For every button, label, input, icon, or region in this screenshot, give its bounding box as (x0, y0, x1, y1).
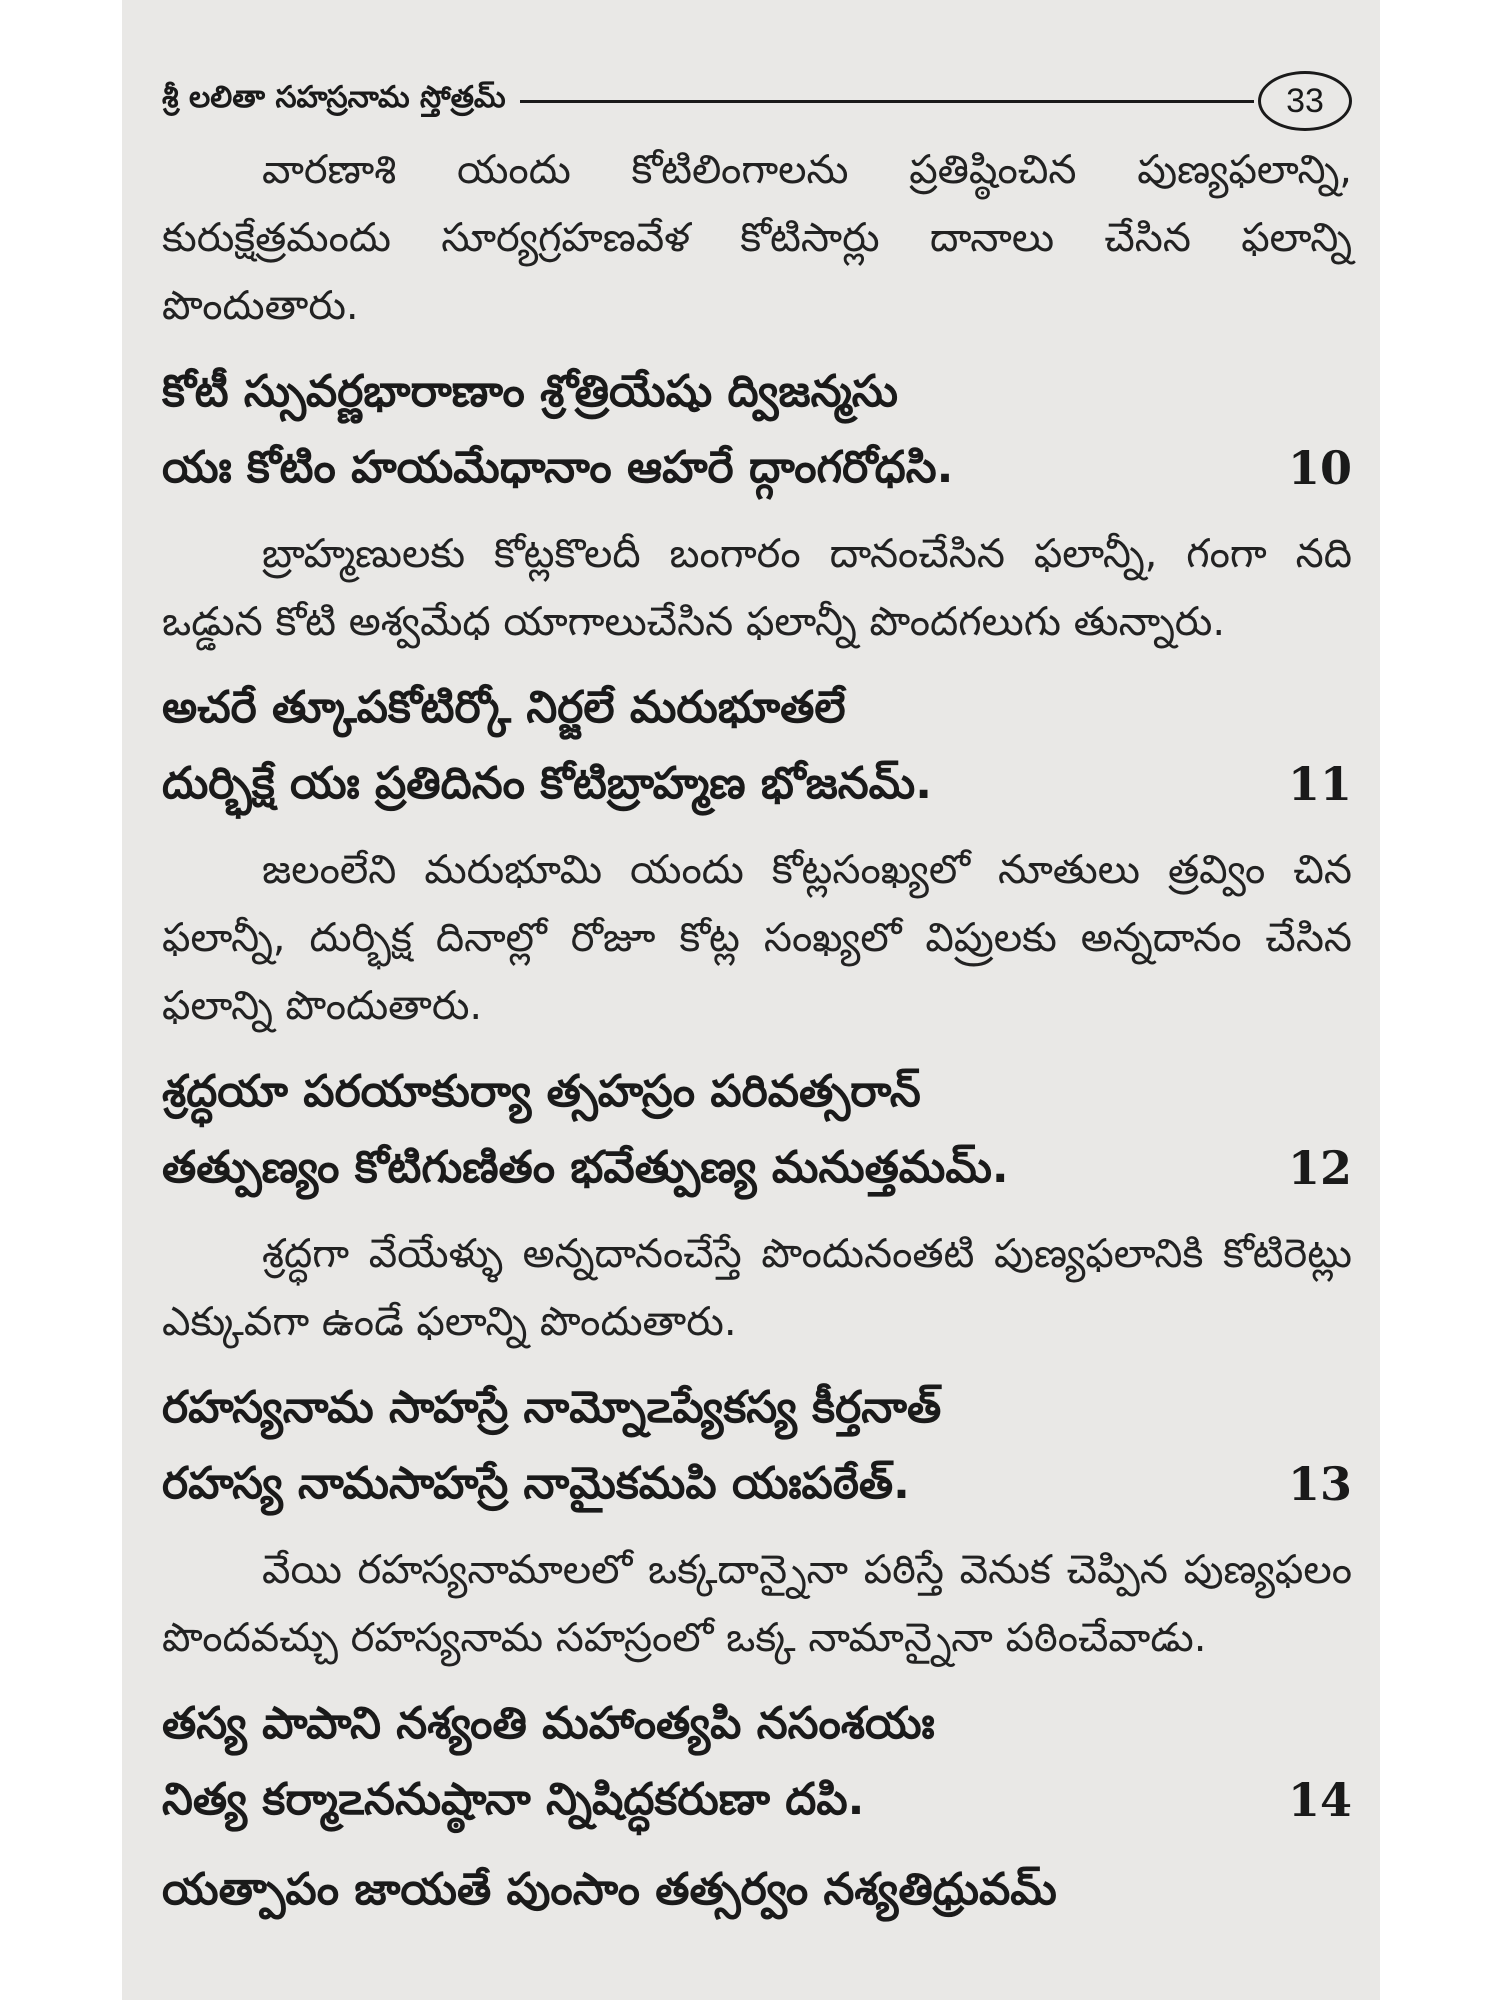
commentary-paragraph: వారణాశి యందు కోటిలింగాలను ప్రతిష్ఠించిన పుణ్యఫలాన్ని, కురుక్షేత్రమందు సూర్యగ్రహణవేళ కోటిసార్లు దానాలు చేసిన ఫలాన్ని పొందుతారు. (162, 147, 1352, 329)
verse-line (162, 1130, 1352, 1206)
verse-line (162, 354, 1352, 430)
commentary-paragraph: బ్రాహ్మణులకు కోట్లకొలదీ బంగారం దానంచేసిన ఫలాన్నీ, గంగా నది ఒడ్డున కోటి అశ్వమేధ యాగాలుచేసిన ఫలాన్నీ పొందగలుగు తున్నారు. (162, 531, 1352, 645)
sloka-verse (162, 1852, 1352, 1928)
page-number-badge: 33 (1258, 71, 1352, 131)
verse-number: 13 (1287, 1457, 1352, 1511)
verse-line (162, 746, 1352, 822)
commentary-paragraph: శ్రద్ధగా వేయేళ్ళు అన్నదానంచేస్తే పొందునంతటి పుణ్యఫలానికి కోటిరెట్లు ఎక్కువగా ఉండే ఫలాన్ని పొందుతారు. (162, 1231, 1352, 1345)
page-header (162, 72, 1352, 130)
verse-text: యత్పాపం జాయతే పుంసాం తత్సర్వం నశ్యతిధ్రువమ్ (162, 1864, 1057, 1915)
sloka-verse (162, 1686, 1352, 1838)
verse-text: కోటీ స్సువర్ణభారాణాం శ్రోత్రియేషు ద్విజన్మసు (162, 366, 898, 417)
running-title: శ్రీ లలితా సహస్రనామ స్తోత్రమ్ (162, 80, 506, 115)
verse-text: తస్య పాపాని నశ్యంతి మహాంత్యపి నసంశయః (162, 1698, 935, 1749)
verse-line (162, 1852, 1352, 1928)
verse-line (162, 1370, 1352, 1446)
header-rule (520, 100, 1254, 103)
commentary-paragraph: వేయి రహస్యనామాలలో ఒక్కదాన్నైనా పఠిస్తే వెనుక చెప్పిన పుణ్యఫలం పొందవచ్చు రహస్యనామ సహస్రంలో ఒక్క నామాన్నైనా పఠించేవాడు. (162, 1547, 1352, 1661)
verse-number: 12 (1287, 1141, 1352, 1195)
verse-line (162, 1446, 1352, 1522)
verse-text: యః కోటిం హయమేధానాం ఆహరే ద్గాంగరోధసి. (162, 442, 954, 493)
verse-number: 11 (1287, 757, 1352, 811)
book-page (122, 0, 1380, 2000)
verse-line (162, 430, 1352, 506)
verse-line (162, 1686, 1352, 1762)
verse-line (162, 670, 1352, 746)
verse-number: 10 (1287, 441, 1352, 495)
verse-text: రహస్య నామసాహస్రే నామైకమపి యఃపఠేత్. (162, 1458, 910, 1509)
verse-text: శ్రద్ధయా పరయాకుర్యా త్సహస్రం పరివత్సరాన్ (162, 1066, 921, 1117)
verse-number: 14 (1287, 1773, 1352, 1827)
page-content (162, 136, 1352, 1928)
sloka-verse (162, 1054, 1352, 1206)
sloka-verse (162, 1370, 1352, 1522)
verse-text: నిత్య కర్మా౽ననుష్ఠానా న్నిషిద్ధకరుణా దపి. (162, 1774, 865, 1825)
sloka-verse (162, 354, 1352, 506)
verse-text: దుర్భిక్షే యః ప్రతిదినం కోటిబ్రాహ్మణ భోజనమ్. (162, 758, 932, 809)
commentary-paragraph: జలంలేని మరుభూమి యందు కోట్లసంఖ్యలో నూతులు త్రవ్విం చిన ఫలాన్నీ, దుర్భిక్ష దినాల్లో రోజూ కోట్ల సంఖ్యలో విప్రులకు అన్నదానం చేసిన ఫలాన్ని పొందుతారు. (162, 847, 1352, 1029)
verse-text: తత్పుణ్యం కోటిగుణితం భవేత్పుణ్య మనుత్తమమ్. (162, 1142, 1009, 1193)
verse-line (162, 1762, 1352, 1838)
verse-text: రహస్యనామ సాహస్రే నామ్నో౽ప్యేకస్య కీర్తనాత్ (162, 1382, 942, 1433)
verse-text: అచరే త్కూపకోటిర్కో నిర్జలే మరుభూతలే (162, 682, 846, 733)
sloka-verse (162, 670, 1352, 822)
verse-line (162, 1054, 1352, 1130)
